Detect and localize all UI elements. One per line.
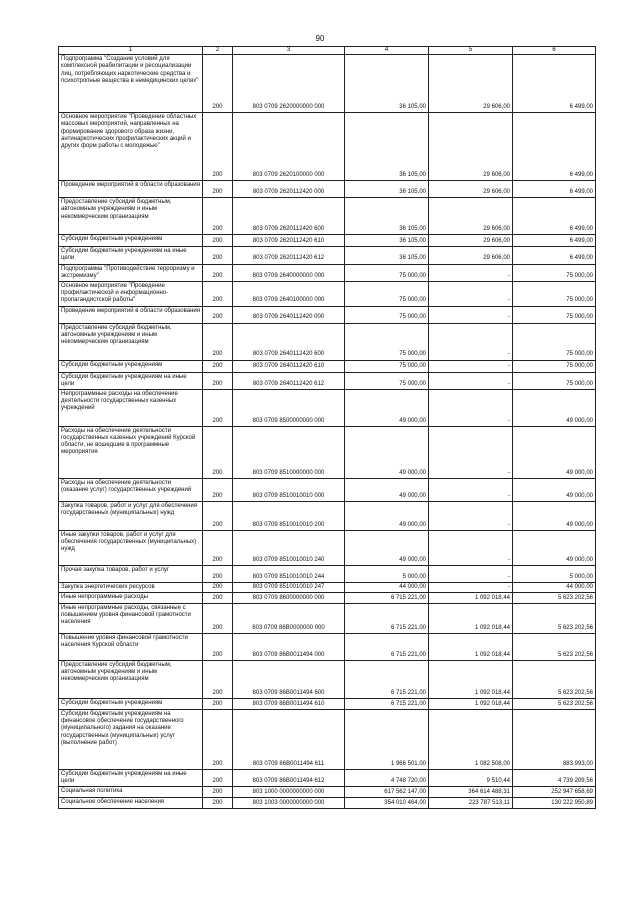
row-amount-rest: 44 000,00 (513, 582, 596, 592)
row-amount-plan: 44 000,00 (345, 582, 429, 592)
table-row (59, 360, 596, 372)
row-code: 200 (203, 798, 233, 809)
row-amount-rest: 6 499,00 (513, 113, 596, 181)
table-row (59, 530, 596, 565)
row-code: 200 (203, 389, 233, 426)
row-amount-rest: 49 000,00 (513, 426, 596, 478)
row-name: Иные закупки товаров, работ и услуг для обеспечения государственных (муниципальных) нужд (59, 530, 203, 565)
row-code: 200 (203, 699, 233, 710)
table-row (59, 264, 596, 281)
row-amount-exec: 1 092 018,44 (429, 593, 513, 604)
row-amount-exec: 29 606,00 (429, 113, 513, 181)
row-name: Социальная политика (59, 787, 203, 798)
row-code: 200 (203, 264, 233, 281)
row-name: Проведение мероприятий в области образования (59, 306, 203, 323)
row-code: 200 (203, 593, 233, 604)
table-row (59, 710, 596, 770)
row-amount-rest: 5 623 202,56 (513, 634, 596, 661)
row-amount-plan: 36 105,00 (345, 247, 429, 264)
row-amount-plan: 49 000,00 (345, 389, 429, 426)
header-row (59, 47, 596, 55)
row-code: 200 (203, 582, 233, 592)
row-name: Закупка энергетических ресурсов (59, 582, 203, 592)
row-name: Субсидии бюджетным учреждениям на иные цели (59, 372, 203, 389)
row-amount-rest: 75 000,00 (513, 323, 596, 360)
row-classification: 803 0709 2640112420 000 (233, 306, 345, 323)
row-amount-exec: 29 606,00 (429, 198, 513, 235)
row-amount-exec: 1 092 018,44 (429, 661, 513, 699)
row-amount-exec: 1 092 018,44 (429, 699, 513, 710)
row-name: Субсидии бюджетным учреждениям на иные цели (59, 770, 203, 787)
table-row (59, 389, 596, 426)
row-amount-plan: 617 562 147,00 (345, 787, 429, 798)
row-name: Субсидии бюджетным учреждениям (59, 235, 203, 247)
row-amount-exec: - (429, 264, 513, 281)
row-name: Социальное обеспечение населения (59, 798, 203, 809)
row-amount-plan: 36 105,00 (345, 113, 429, 181)
row-amount-plan: 49 000,00 (345, 426, 429, 478)
row-name: Иные непрограммные расходы (59, 593, 203, 604)
row-amount-rest: 75 000,00 (513, 281, 596, 306)
row-amount-plan: 36 105,00 (345, 198, 429, 235)
row-amount-exec: 29 606,00 (429, 247, 513, 264)
row-amount-exec: - (429, 360, 513, 372)
row-name: Предоставление субсидий бюджетным, автономным учреждениям и иным некоммерческим организациям (59, 661, 203, 699)
row-amount-exec: 9 510,44 (429, 770, 513, 787)
row-name: Расходы на обеспечение деятельности (оказание услуг) государственных учреждений (59, 478, 203, 501)
row-classification: 803 0709 86B0011494 000 (233, 634, 345, 661)
row-amount-exec: 223 787 513,11 (429, 798, 513, 809)
row-classification: 803 0709 2640000000 000 (233, 264, 345, 281)
row-name: Предоставление субсидий бюджетным, автономным учреждениям и иным некоммерческим организациям (59, 323, 203, 360)
row-code: 200 (203, 360, 233, 372)
row-code: 200 (203, 787, 233, 798)
row-code: 200 (203, 478, 233, 501)
row-amount-exec: - (429, 530, 513, 565)
table-row (59, 55, 596, 113)
row-amount-rest: 130 222 950,89 (513, 798, 596, 809)
row-name: Предоставление субсидий бюджетным, автономным учреждениям и иным некоммерческим организациям (59, 198, 203, 235)
row-amount-rest: 6 499,00 (513, 181, 596, 198)
row-amount-rest: 5 623 202,56 (513, 593, 596, 604)
table-row (59, 593, 596, 604)
table-row (59, 787, 596, 798)
row-amount-rest: 49 000,00 (513, 389, 596, 426)
row-classification: 803 0709 8510010010 000 (233, 478, 345, 501)
table-row (59, 113, 596, 181)
header-cell: 1 (59, 47, 203, 55)
row-amount-rest: 49 000,00 (513, 501, 596, 530)
table-row (59, 235, 596, 247)
table-row (59, 661, 596, 699)
row-amount-exec: - (429, 281, 513, 306)
row-name: Субсидии бюджетным учреждениям (59, 360, 203, 372)
row-code: 200 (203, 530, 233, 565)
table-row (59, 582, 596, 592)
row-name: Подпрограмма "Создание условий для комплексной реабилитации и ресоциализации лиц, потребляющих наркотические средства и психотропные вещества в немедицинских целях" (59, 55, 203, 113)
row-code: 200 (203, 113, 233, 181)
row-amount-plan: 6 715 221,00 (345, 604, 429, 634)
row-amount-rest: 883 993,00 (513, 710, 596, 770)
row-amount-exec: 1 092 018,44 (429, 634, 513, 661)
row-code: 200 (203, 604, 233, 634)
row-amount-plan: 6 715 221,00 (345, 699, 429, 710)
row-amount-exec: 364 614 488,31 (429, 787, 513, 798)
row-amount-plan: 49 000,00 (345, 530, 429, 565)
row-amount-plan: 49 000,00 (345, 478, 429, 501)
row-amount-plan: 75 000,00 (345, 360, 429, 372)
row-name: Расходы на обеспечение деятельности государственных казенных учреждений Курской области, не вошедшие в программные мероприятия (59, 426, 203, 478)
row-amount-rest: 6 499,00 (513, 247, 596, 264)
row-amount-rest: 5 000,00 (513, 565, 596, 582)
row-amount-plan: 75 000,00 (345, 281, 429, 306)
row-classification: 803 0709 86B0011494 600 (233, 661, 345, 699)
page-number: 90 (315, 34, 325, 43)
table-row (59, 372, 596, 389)
row-classification: 803 0709 8510000000 000 (233, 426, 345, 478)
table-row (59, 770, 596, 787)
row-amount-exec: - (429, 389, 513, 426)
row-amount-plan: 1 966 501,00 (345, 710, 429, 770)
row-amount-exec: 29 606,00 (429, 181, 513, 198)
row-amount-plan: 36 105,00 (345, 235, 429, 247)
row-amount-rest: 75 000,00 (513, 360, 596, 372)
row-amount-exec: - (429, 323, 513, 360)
row-code: 200 (203, 710, 233, 770)
row-amount-rest: 49 000,00 (513, 478, 596, 501)
row-name: Подпрограмма "Противодействие терроризму и экстремизму" (59, 264, 203, 281)
table-row (59, 181, 596, 198)
row-amount-rest: 5 623 202,56 (513, 604, 596, 634)
row-code: 200 (203, 235, 233, 247)
row-classification: 803 1003 0000000000 000 (233, 798, 345, 809)
table-row (59, 501, 596, 530)
row-amount-plan: 36 105,00 (345, 55, 429, 113)
row-amount-exec: 29 606,00 (429, 235, 513, 247)
row-amount-rest: 5 623 202,56 (513, 699, 596, 710)
row-classification: 803 0709 2620112420 610 (233, 235, 345, 247)
table-row (59, 604, 596, 634)
row-amount-exec: - (429, 372, 513, 389)
row-amount-plan: 36 105,00 (345, 181, 429, 198)
row-classification: 803 0709 8500000000 000 (233, 389, 345, 426)
row-name: Закупка товаров, работ и услуг для обеспечения государственных (муниципальных) нужд (59, 501, 203, 530)
row-name: Повышение уровня финансовой грамотности населения Курской области (59, 634, 203, 661)
row-amount-rest: 5 623 202,56 (513, 661, 596, 699)
row-classification: 803 0709 8510010010 240 (233, 530, 345, 565)
row-code: 200 (203, 372, 233, 389)
row-amount-plan: 6 715 221,00 (345, 634, 429, 661)
row-amount-exec: 1 082 508,00 (429, 710, 513, 770)
row-amount-exec: - (429, 565, 513, 582)
header-cell: 4 (345, 47, 429, 55)
row-code: 200 (203, 426, 233, 478)
row-classification: 803 0709 86B0011494 611 (233, 710, 345, 770)
row-amount-exec: - (429, 426, 513, 478)
table-row (59, 323, 596, 360)
row-code: 200 (203, 306, 233, 323)
header-cell: 3 (233, 47, 345, 55)
row-code: 200 (203, 198, 233, 235)
header-cell: 2 (203, 47, 233, 55)
row-amount-plan: 49 000,00 (345, 501, 429, 530)
row-classification: 803 0709 86B0011494 610 (233, 699, 345, 710)
row-amount-plan: 75 000,00 (345, 306, 429, 323)
row-name: Проведение мероприятий в области образования (59, 181, 203, 198)
row-amount-rest: 75 000,00 (513, 306, 596, 323)
row-name: Прочая закупка товаров, работ и услуг (59, 565, 203, 582)
row-classification: 803 0709 2640112420 610 (233, 360, 345, 372)
row-classification: 803 0709 8510010010 200 (233, 501, 345, 530)
table-row (59, 281, 596, 306)
row-amount-exec: - (429, 501, 513, 530)
row-classification: 803 0709 86B0000000 000 (233, 604, 345, 634)
row-amount-rest: 252 947 658,69 (513, 787, 596, 798)
row-amount-plan: 75 000,00 (345, 264, 429, 281)
row-name: Непрограммные расходы на обеспечение деятельности государственных казенных учреждений (59, 389, 203, 426)
row-code: 200 (203, 661, 233, 699)
row-name: Иные непрограммные расходы, связанные с повышением уровня финансовой грамотности населения (59, 604, 203, 634)
row-classification: 803 0709 2620100000 000 (233, 113, 345, 181)
table-row (59, 798, 596, 809)
row-classification: 803 0709 86B0011494 612 (233, 770, 345, 787)
budget-table (58, 46, 596, 809)
row-amount-rest: 4 739 209,56 (513, 770, 596, 787)
row-amount-rest: 75 000,00 (513, 264, 596, 281)
row-amount-plan: 354 010 464,00 (345, 798, 429, 809)
row-code: 200 (203, 565, 233, 582)
row-classification: 803 0709 2640112420 600 (233, 323, 345, 360)
row-amount-exec: 29 606,00 (429, 55, 513, 113)
row-classification: 803 0709 8600000000 000 (233, 593, 345, 604)
row-amount-plan: 6 715 221,00 (345, 593, 429, 604)
row-amount-exec: - (429, 478, 513, 501)
row-name: Основное мероприятие "Проведение профилактической и информационно-пропагандистской работы" (59, 281, 203, 306)
table-row (59, 306, 596, 323)
row-name: Субсидии бюджетным учреждениям (59, 699, 203, 710)
row-amount-rest: 6 499,00 (513, 55, 596, 113)
table-row (59, 478, 596, 501)
row-amount-plan: 5 000,00 (345, 565, 429, 582)
row-classification: 803 0709 2620112420 600 (233, 198, 345, 235)
row-amount-rest: 6 499,00 (513, 235, 596, 247)
table-row (59, 699, 596, 710)
row-name: Субсидии бюджетным учреждениям на финансовое обеспечение государственного (муниципального) задания на оказание государственных (муниципальных) услуг (выполнение работ) (59, 710, 203, 770)
table-row (59, 426, 596, 478)
header-cell: 6 (513, 47, 596, 55)
row-name: Субсидии бюджетным учреждениям на иные цели (59, 247, 203, 264)
row-classification: 803 0709 2640112420 612 (233, 372, 345, 389)
table-row (59, 247, 596, 264)
row-amount-plan: 75 000,00 (345, 372, 429, 389)
row-classification: 803 1000 0000000000 000 (233, 787, 345, 798)
row-code: 200 (203, 247, 233, 264)
header-cell: 5 (429, 47, 513, 55)
row-code: 200 (203, 323, 233, 360)
row-amount-exec: 1 092 018,44 (429, 604, 513, 634)
row-amount-rest: 75 000,00 (513, 372, 596, 389)
row-amount-exec: - (429, 306, 513, 323)
row-classification: 803 0709 8510010010 244 (233, 565, 345, 582)
row-code: 200 (203, 770, 233, 787)
row-code: 200 (203, 634, 233, 661)
row-classification: 803 0709 8510010010 247 (233, 582, 345, 592)
row-name: Основное мероприятие "Проведение областных массовых мероприятий, направленных на формирование здорового образа жизни, антинаркотических профилактических акций и других форм работы с молодежью" (59, 113, 203, 181)
row-code: 200 (203, 55, 233, 113)
row-amount-plan: 75 000,00 (345, 323, 429, 360)
row-amount-plan: 4 748 720,00 (345, 770, 429, 787)
table-row (59, 198, 596, 235)
table-row (59, 565, 596, 582)
row-code: 200 (203, 281, 233, 306)
row-amount-exec: - (429, 582, 513, 592)
row-amount-rest: 6 499,00 (513, 198, 596, 235)
row-code: 200 (203, 501, 233, 530)
row-classification: 803 0709 2620000000 000 (233, 55, 345, 113)
table-row (59, 634, 596, 661)
row-classification: 803 0709 2640100000 000 (233, 281, 345, 306)
row-amount-plan: 6 715 221,00 (345, 661, 429, 699)
row-amount-rest: 49 000,00 (513, 530, 596, 565)
row-classification: 803 0709 2620112420 612 (233, 247, 345, 264)
row-code: 200 (203, 181, 233, 198)
row-classification: 803 0709 2620112420 000 (233, 181, 345, 198)
